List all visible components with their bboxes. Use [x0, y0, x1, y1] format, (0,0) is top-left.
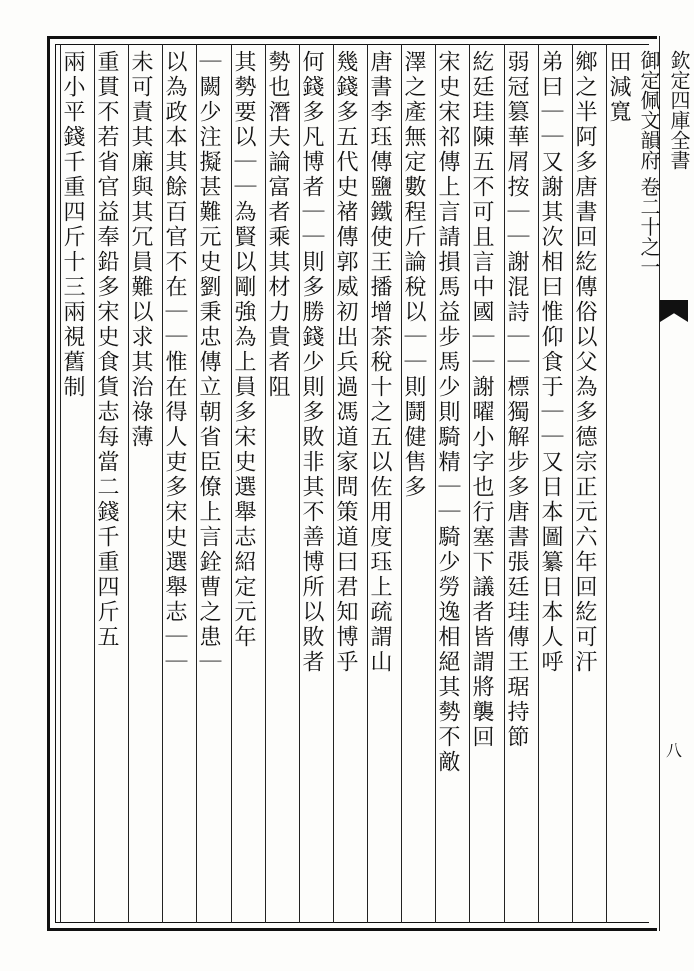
text-column: 鄉之半阿多唐書回紇傳俗以父為多德宗正元六年回紇可汗	[572, 50, 597, 675]
text-column: 唐書李珏傳鹽鐵使王播增茶稅十之五以佐用度珏上疏謂山	[367, 50, 392, 675]
volume-label: 卷二十之一	[637, 176, 661, 277]
text-column: 澤之產無定數程斤論稅以｜｜則鬪健售多	[401, 50, 426, 500]
text-column: 其勢要以｜｜為賢以剛強為上員多宋史選舉志紹定元年	[231, 50, 256, 650]
text-column: 以為政本其餘百官不在｜｜惟在得人吏多宋史選舉志｜｜	[162, 50, 187, 675]
text-column: 幾錢多五代史禇傳郭威初出兵過馮道家問策道曰君知博乎	[333, 50, 358, 675]
text-column: 何錢多凡博者｜｜則多勝錢少則多敗非其不善博所以敗者	[299, 50, 324, 675]
margin-title	[637, 50, 694, 910]
text-column: 宋史宋祁傳上言請損馬益步馬少則騎精｜｜騎少勞逸相絕其勢不敵	[435, 50, 460, 775]
text-column: 田減寬	[606, 50, 631, 125]
text-column: 弟曰｜｜又謝其次相曰惟仰食于｜｜又日本圖纂日本人呼	[538, 50, 563, 675]
text-column: ｜闕少注擬甚難元史劉秉忠傳立朝省臣僚上言銓曹之患｜	[196, 50, 221, 675]
book-title: 御定佩文韻府	[637, 50, 661, 170]
text-column: 未可責其廉與其冗員難以求其治祿薄	[128, 50, 153, 450]
column-rule	[606, 44, 607, 923]
text-column: 紇廷珪陳五不可且言中國｜｜謝曜小字也行塞下議者皆謂將襲回	[469, 50, 494, 750]
page-number: 八	[666, 741, 683, 760]
text-column: 重貫不若省官益奉鉛多宋史食貨志每當二錢千重四斤五	[94, 50, 119, 650]
text-column: 弱冠篡華屑按｜｜謝混詩｜｜標獨解步多唐書張廷珪傳王琚持節	[504, 50, 529, 750]
collection-title: 欽定四庫全書	[667, 50, 691, 170]
text-column: 兩小平錢千重四斤十三兩視舊制	[60, 50, 85, 400]
text-column: 勢也潛夫論富者乘其材力貴者阻	[265, 50, 290, 400]
